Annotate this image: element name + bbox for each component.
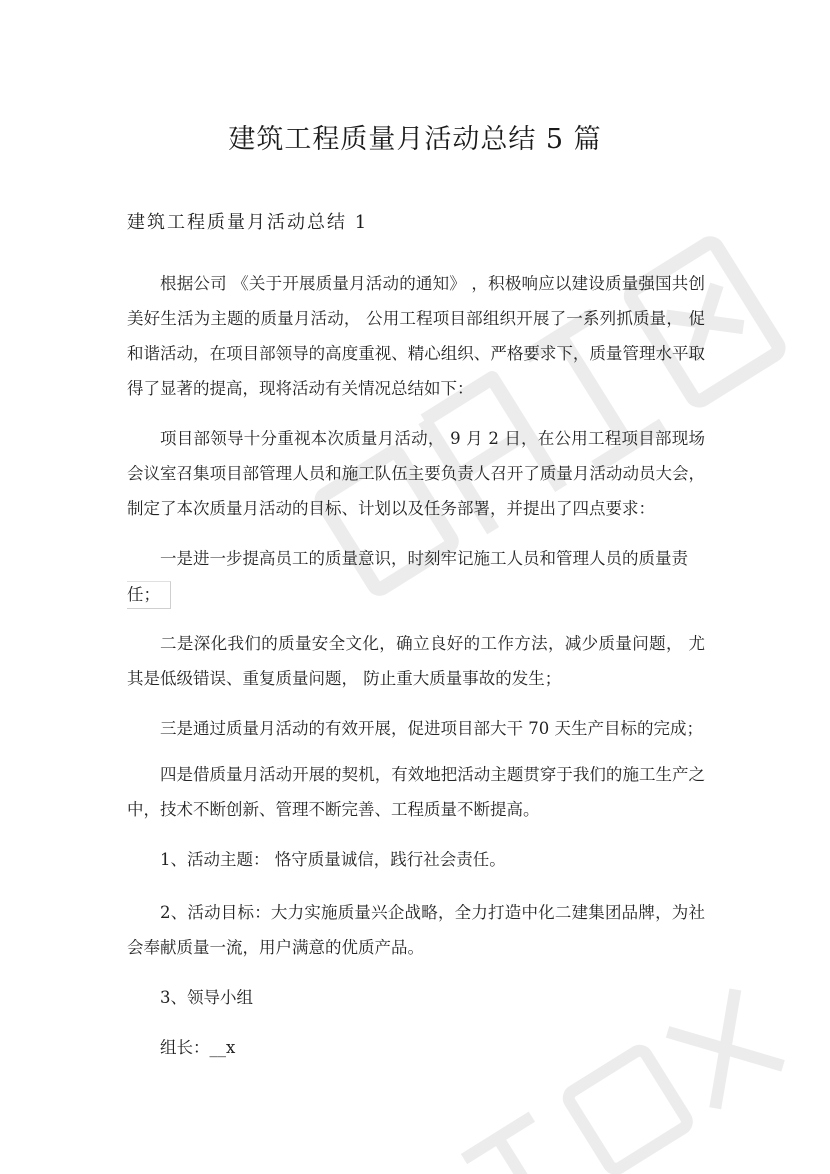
paragraph-intro: 根据公司 《关于开展质量月活动的通知》 ，积极响应以建设质量强国共创美好生活为主题的质量月活动， 公用工程项目部组织开展了一系列抓质量， 促和谐活动，在项目部领导的高度重视、精心组织、严格要求下，质量管理水平取得了显著的提高，现将活动有关情况总结如下： [127, 274, 705, 398]
requirement-2: 二是深化我们的质量安全文化，确立良好的工作方法，减少质量问题， 尤其是低级错误、重复质量问题， 防止重大质量事故的发生； [127, 634, 705, 688]
section-heading: 建筑工程质量月活动总结 1 [127, 212, 369, 233]
requirement-1-line-2: 任； [127, 581, 171, 609]
leader-line: 组长：__x [160, 1038, 236, 1057]
list-item-theme: 1、活动主题： 恪守质量诚信，践行社会责任。 [160, 850, 506, 869]
watermark-bottom-icon [324, 945, 816, 1174]
requirement-4: 四是借质量月活动开展的契机，有效地把活动主题贯穿于我们的施工生产之中，技术不断创新、管理不断完善、工程质量不断提高。 [127, 765, 705, 819]
document-title: 建筑工程质量月活动总结 5 篇 [228, 124, 602, 155]
list-item-goal: 2、活动目标：大力实施质量兴企战略，全力打造中化二建集团品牌，为社会奉献质量一流，用户满意的优质产品。 [127, 903, 705, 957]
paragraph-meeting: 项目部领导十分重视本次质量月活动， 9 月 2 日，在公用工程项目部现场会议室召集项目部管理人员和施工队伍主要负责人召开了质量月活动动员大会， 制定了本次质量月活动的目标、计划以及任务部署，并提出了四点要求： [127, 429, 705, 518]
list-item-leadership: 3、领导小组 [160, 988, 253, 1007]
requirement-1-line-1: 一是进一步提高员工的质量意识，时刻牢记施工人员和管理人员的质量责 [160, 549, 688, 568]
requirement-3: 三是通过质量月活动的有效开展，促进项目部大干 70 天生产目标的完成； [160, 719, 703, 738]
